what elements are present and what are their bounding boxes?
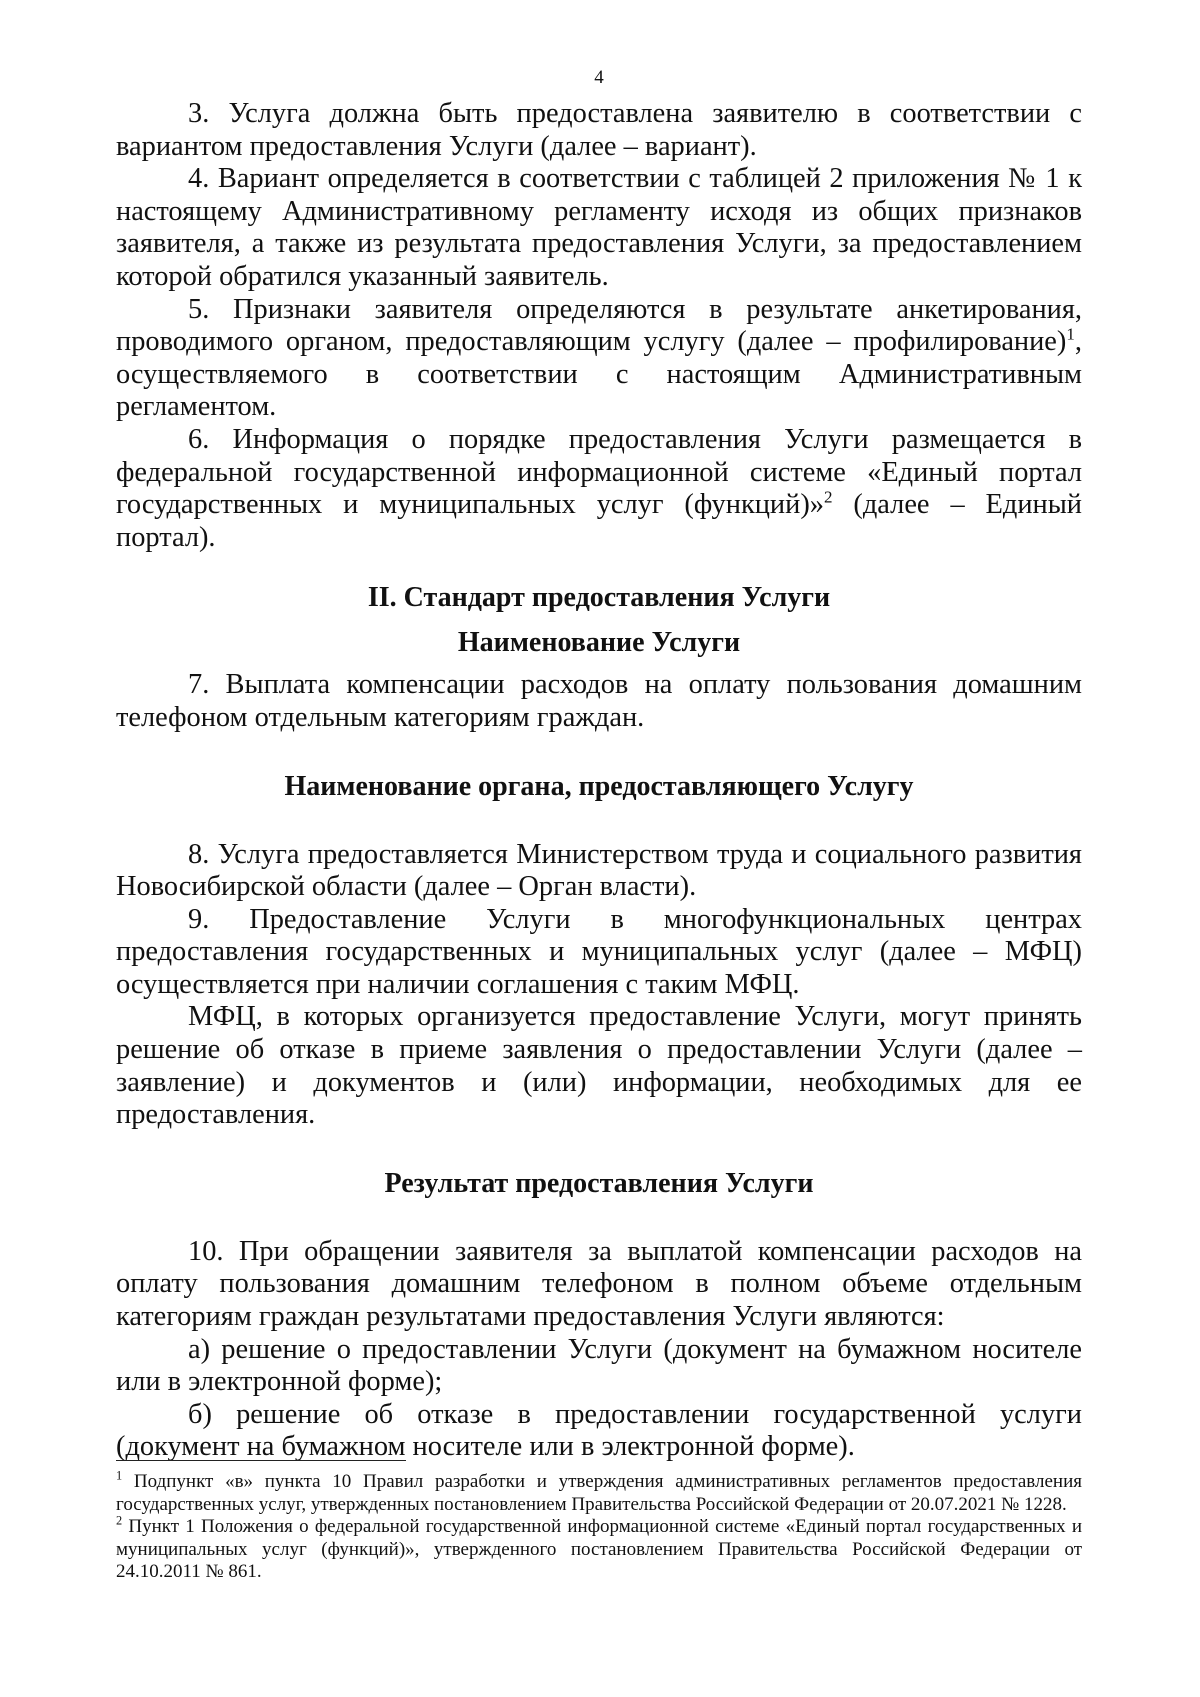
footnote-2 [116, 1513, 1082, 1584]
paragraph-9-mfc: МФЦ, в которых организуется предоставление Услуги, могут принять решение об отказе в приеме заявления о предоставлении Услуги (далее – заявление) и документов и (или) информации, необходимых для ее предоставления. [116, 1001, 1082, 1131]
subsection-title-service-name: Наименование Услуги [457, 627, 741, 659]
paragraph-5-text-a: 5. Признаки заявителя определяются в результате анкетирования, проводимого органом, предоставляющим услугу (далее – профилирование) [116, 293, 1082, 358]
footnote-ref-1: 1 [1066, 324, 1075, 344]
paragraph-10-b: б) решение об отказе в предоставлении государственной услуги (документ на бумажном носителе или в электронной форме). [116, 1398, 1082, 1463]
footnotes [116, 1460, 1082, 1584]
paragraph-4: 4. Вариант определяется в соответствии с таблицей 2 приложения № 1 к настоящему Административному регламенту исходя из общих признаков заявителя, а также из результата предоставления Услуги, за предоставлением которой обратился указанный заявитель. [116, 163, 1082, 292]
footnote-ref-2: 2 [823, 487, 833, 507]
footnote-2-text: Пункт 1 Положения о федеральной государственной информационной системе «Единый портал государственных и муниципальных услуг (функций)», утвержденного постановлением Правительства Российской Федерации от 24.10.2011 № 861. [116, 1516, 1082, 1582]
footnote-1 [116, 1468, 1082, 1516]
footnote-1-text: Подпункт «в» пункта 10 Правил разработки и утверждения административных регламентов предоставления государственных услуг, утвержденных постановлением Правительства Российской Федерации от 20.07.2021 № 1228. [116, 1471, 1082, 1515]
paragraph-10-a: а) решение о предоставлении Услуги (документ на бумажном носителе или в электронной форме); [116, 1333, 1082, 1398]
footnote-separator [116, 1460, 406, 1461]
paragraph-5-text-b: , осуществляемого в соответствии с настоящим Административным регламентом. [116, 326, 1082, 423]
page-number: 4 [594, 67, 604, 88]
paragraph-6 [116, 424, 1082, 554]
paragraph-6-text-a: 6. Информация о порядке предоставления Услуги размещается в федеральной государственной информационной системе «Единый портал государственных и муниципальных услуг (функций)» [116, 423, 1082, 521]
section-title: II. Стандарт предоставления Услуги [367, 582, 831, 614]
paragraph-5 [116, 294, 1082, 424]
subsection-title-authority: Наименование органа, предоставляющего Услугу [284, 770, 914, 802]
document-body [116, 98, 1082, 1464]
footnote-mark-1: 1 [116, 1468, 123, 1483]
paragraph-9: 9. Предоставление Услуги в многофункциональных центрах предоставления государственных и муниципальных услуг (далее – МФЦ) осуществляется при наличии соглашения с таким МФЦ. [116, 903, 1082, 1000]
paragraph-10: 10. При обращении заявителя за выплатой компенсации расходов на оплату пользования домашним телефоном в полном объеме отдельным категориям граждан результатами предоставления Услуги являются: [116, 1235, 1082, 1333]
subsection-title-result: Результат предоставления Услуги [384, 1167, 814, 1199]
paragraph-8: 8. Услуга предоставляется Министерством труда и социального развития Новосибирской области (далее – Орган власти). [116, 838, 1082, 903]
paragraph-6-text-b: (далее – Единый портал). [116, 489, 1082, 553]
paragraph-7: 7. Выплата компенсации расходов на оплату пользования домашним телефоном отдельным категориям граждан. [116, 669, 1082, 733]
footnote-mark-2: 2 [116, 1513, 123, 1528]
paragraph-3: 3. Услуга должна быть предоставлена заявителю в соответствии с вариантом предоставления Услуги (далее – вариант). [116, 98, 1082, 162]
